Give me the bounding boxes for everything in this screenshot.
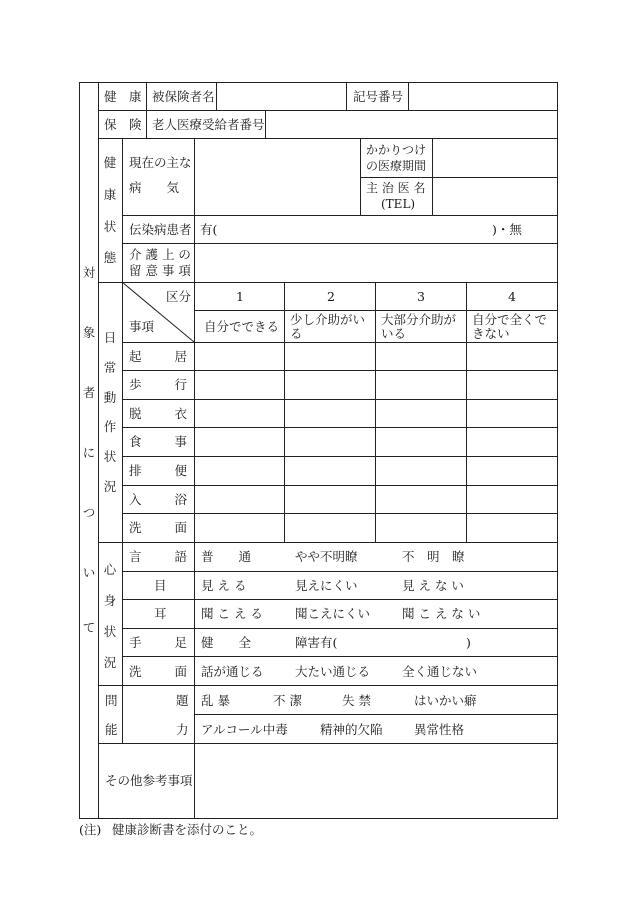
elderly-number-field[interactable]	[266, 111, 557, 138]
option[interactable]: 健 全	[201, 635, 252, 650]
option[interactable]: 精神的欠陥	[320, 722, 383, 737]
problem-label-1b: 題	[176, 693, 189, 708]
level-2-num: 2	[327, 289, 335, 304]
problem-label-2b: 力	[176, 722, 189, 737]
option[interactable]: 聞 こ え な い	[402, 606, 481, 621]
option[interactable]: 全く通じない	[402, 664, 478, 679]
daily-item: 食 事	[129, 434, 187, 449]
daily-item: 洗 面	[129, 520, 187, 535]
level-4-desc: 自分で全くできない	[472, 312, 548, 341]
mind-body-label-eye: 目	[154, 578, 167, 593]
insured-name-field[interactable]	[217, 83, 346, 110]
jiko-label: 事項	[129, 319, 155, 334]
care-notes-label-2: 留 意 事 項	[129, 263, 191, 278]
level-4-num: 4	[508, 289, 516, 304]
doctor-field[interactable]	[433, 178, 557, 215]
option[interactable]: 乱 暴	[201, 693, 230, 708]
mind-body-label-face: 洗 面	[129, 664, 187, 679]
option[interactable]: 大たい通じる	[295, 664, 371, 679]
insurance-heading-1: 健 康	[104, 89, 142, 104]
level-1-num: 1	[236, 289, 244, 304]
option[interactable]: 話が通じる	[201, 664, 264, 679]
level-2-desc: 少し介助がいる	[290, 312, 366, 341]
tel-label: (TEL)	[381, 197, 416, 211]
elderly-number-label: 老人医療受給者番号	[152, 117, 265, 132]
option[interactable]: 障害有(	[295, 635, 338, 650]
option[interactable]: 見えにくい	[295, 578, 358, 593]
disability-close-paren: )	[466, 635, 471, 650]
option[interactable]: 異常性格	[414, 722, 465, 737]
insured-name-label: 被保険者名	[152, 89, 215, 104]
other-notes-field[interactable]	[195, 744, 557, 818]
option[interactable]: 聞こえにくい	[295, 606, 371, 621]
infectious-no: )・無	[492, 222, 522, 237]
clinic-period-label-1: かかりつけ	[366, 143, 427, 157]
daily-item: 歩 行	[129, 377, 187, 392]
option[interactable]: 見 え な い	[402, 578, 464, 593]
level-3-num: 3	[417, 289, 425, 304]
main-illness-label-2: 病 気	[129, 180, 180, 195]
caregiver-form: 対 象 者 に つ い て 健 康 保 険 被保険者名 記号番号 老人医療受給者番号 健 康 状 態 現在の主な 病 気 かかりつけ の医療期間 主 治 医 名 (TEL) 伝染病患者 有( )・無 介 護 上 の 留 意 事 項 日 常 動 作 状 況 区分 事項 1 2 3 4 自分でできる 少し介助がいる 大部分介助がいる 自分で全くできない 起 居 歩 行 脱 衣 食 事 排 便 入 浴 洗 面 心 身 状 況 言 語 普 通 やや不明瞭 不 明 瞭 目 見 え る 見えにくい 見 え な い 耳 聞 こ え る 聞こえにくい 聞 こ え な い 手 足 健 全 障害有( ) 洗 面 話が通じる 大たい通じる 全く通じない 問 題 能 力 乱 暴 不 潔 失 禁 はいかい癖 アルコール中毒 精神的欠陥 異常性格 その他参考事項 (注) 健康診断書を添付のこと。	[0, 0, 630, 916]
option[interactable]: 失 禁	[342, 693, 371, 708]
infectious-detail-field[interactable]	[225, 216, 490, 243]
kubun-label: 区分	[166, 289, 192, 304]
option[interactable]: 不 潔	[273, 693, 302, 708]
doctor-label: 主 治 医 名	[366, 181, 426, 195]
daily-item: 排 便	[129, 463, 187, 478]
option[interactable]: 普 通	[201, 549, 252, 564]
daily-item: 起 居	[129, 349, 187, 364]
clinic-period-label-2: の医療期間	[366, 159, 427, 173]
daily-item: 入 浴	[129, 492, 187, 507]
option[interactable]: アルコール中毒	[201, 722, 288, 737]
daily-item: 脱 衣	[129, 406, 187, 421]
option[interactable]: 見 え る	[201, 578, 247, 593]
clinic-period-field[interactable]	[433, 139, 557, 177]
mind-body-label-ear: 耳	[154, 606, 167, 621]
option[interactable]: はいかい癖	[414, 693, 477, 708]
option[interactable]: 不 明 瞭	[402, 549, 465, 564]
option[interactable]: やや不明瞭	[295, 549, 358, 564]
mind-body-label-limbs: 手 足	[129, 635, 187, 650]
care-notes-field[interactable]	[195, 244, 557, 282]
other-notes-label: その他参考事項	[105, 773, 193, 788]
symbol-number-field[interactable]	[409, 83, 557, 110]
infectious-label: 伝染病患者	[129, 222, 192, 237]
care-notes-label-1: 介 護 上 の	[129, 247, 191, 262]
main-illness-label-1: 現在の主な	[129, 155, 192, 170]
disability-detail-field[interactable]	[345, 629, 463, 656]
symbol-number-label: 記号番号	[353, 89, 404, 104]
main-illness-field[interactable]	[195, 139, 360, 215]
mind-body-label-speech: 言 語	[129, 549, 187, 564]
insurance-heading-2: 保 険	[104, 117, 142, 132]
footnote-text: 健康診断書を添付のこと。	[112, 822, 263, 837]
level-1-desc: 自分でできる	[204, 319, 280, 334]
footnote-mark: (注)	[79, 822, 102, 837]
problem-label-2a: 能	[105, 722, 118, 737]
option[interactable]: 聞 こ え る	[201, 606, 263, 621]
infectious-yes: 有(	[200, 222, 218, 237]
level-3-desc: 大部分介助がいる	[381, 312, 457, 341]
problem-label-1a: 問	[105, 693, 118, 708]
